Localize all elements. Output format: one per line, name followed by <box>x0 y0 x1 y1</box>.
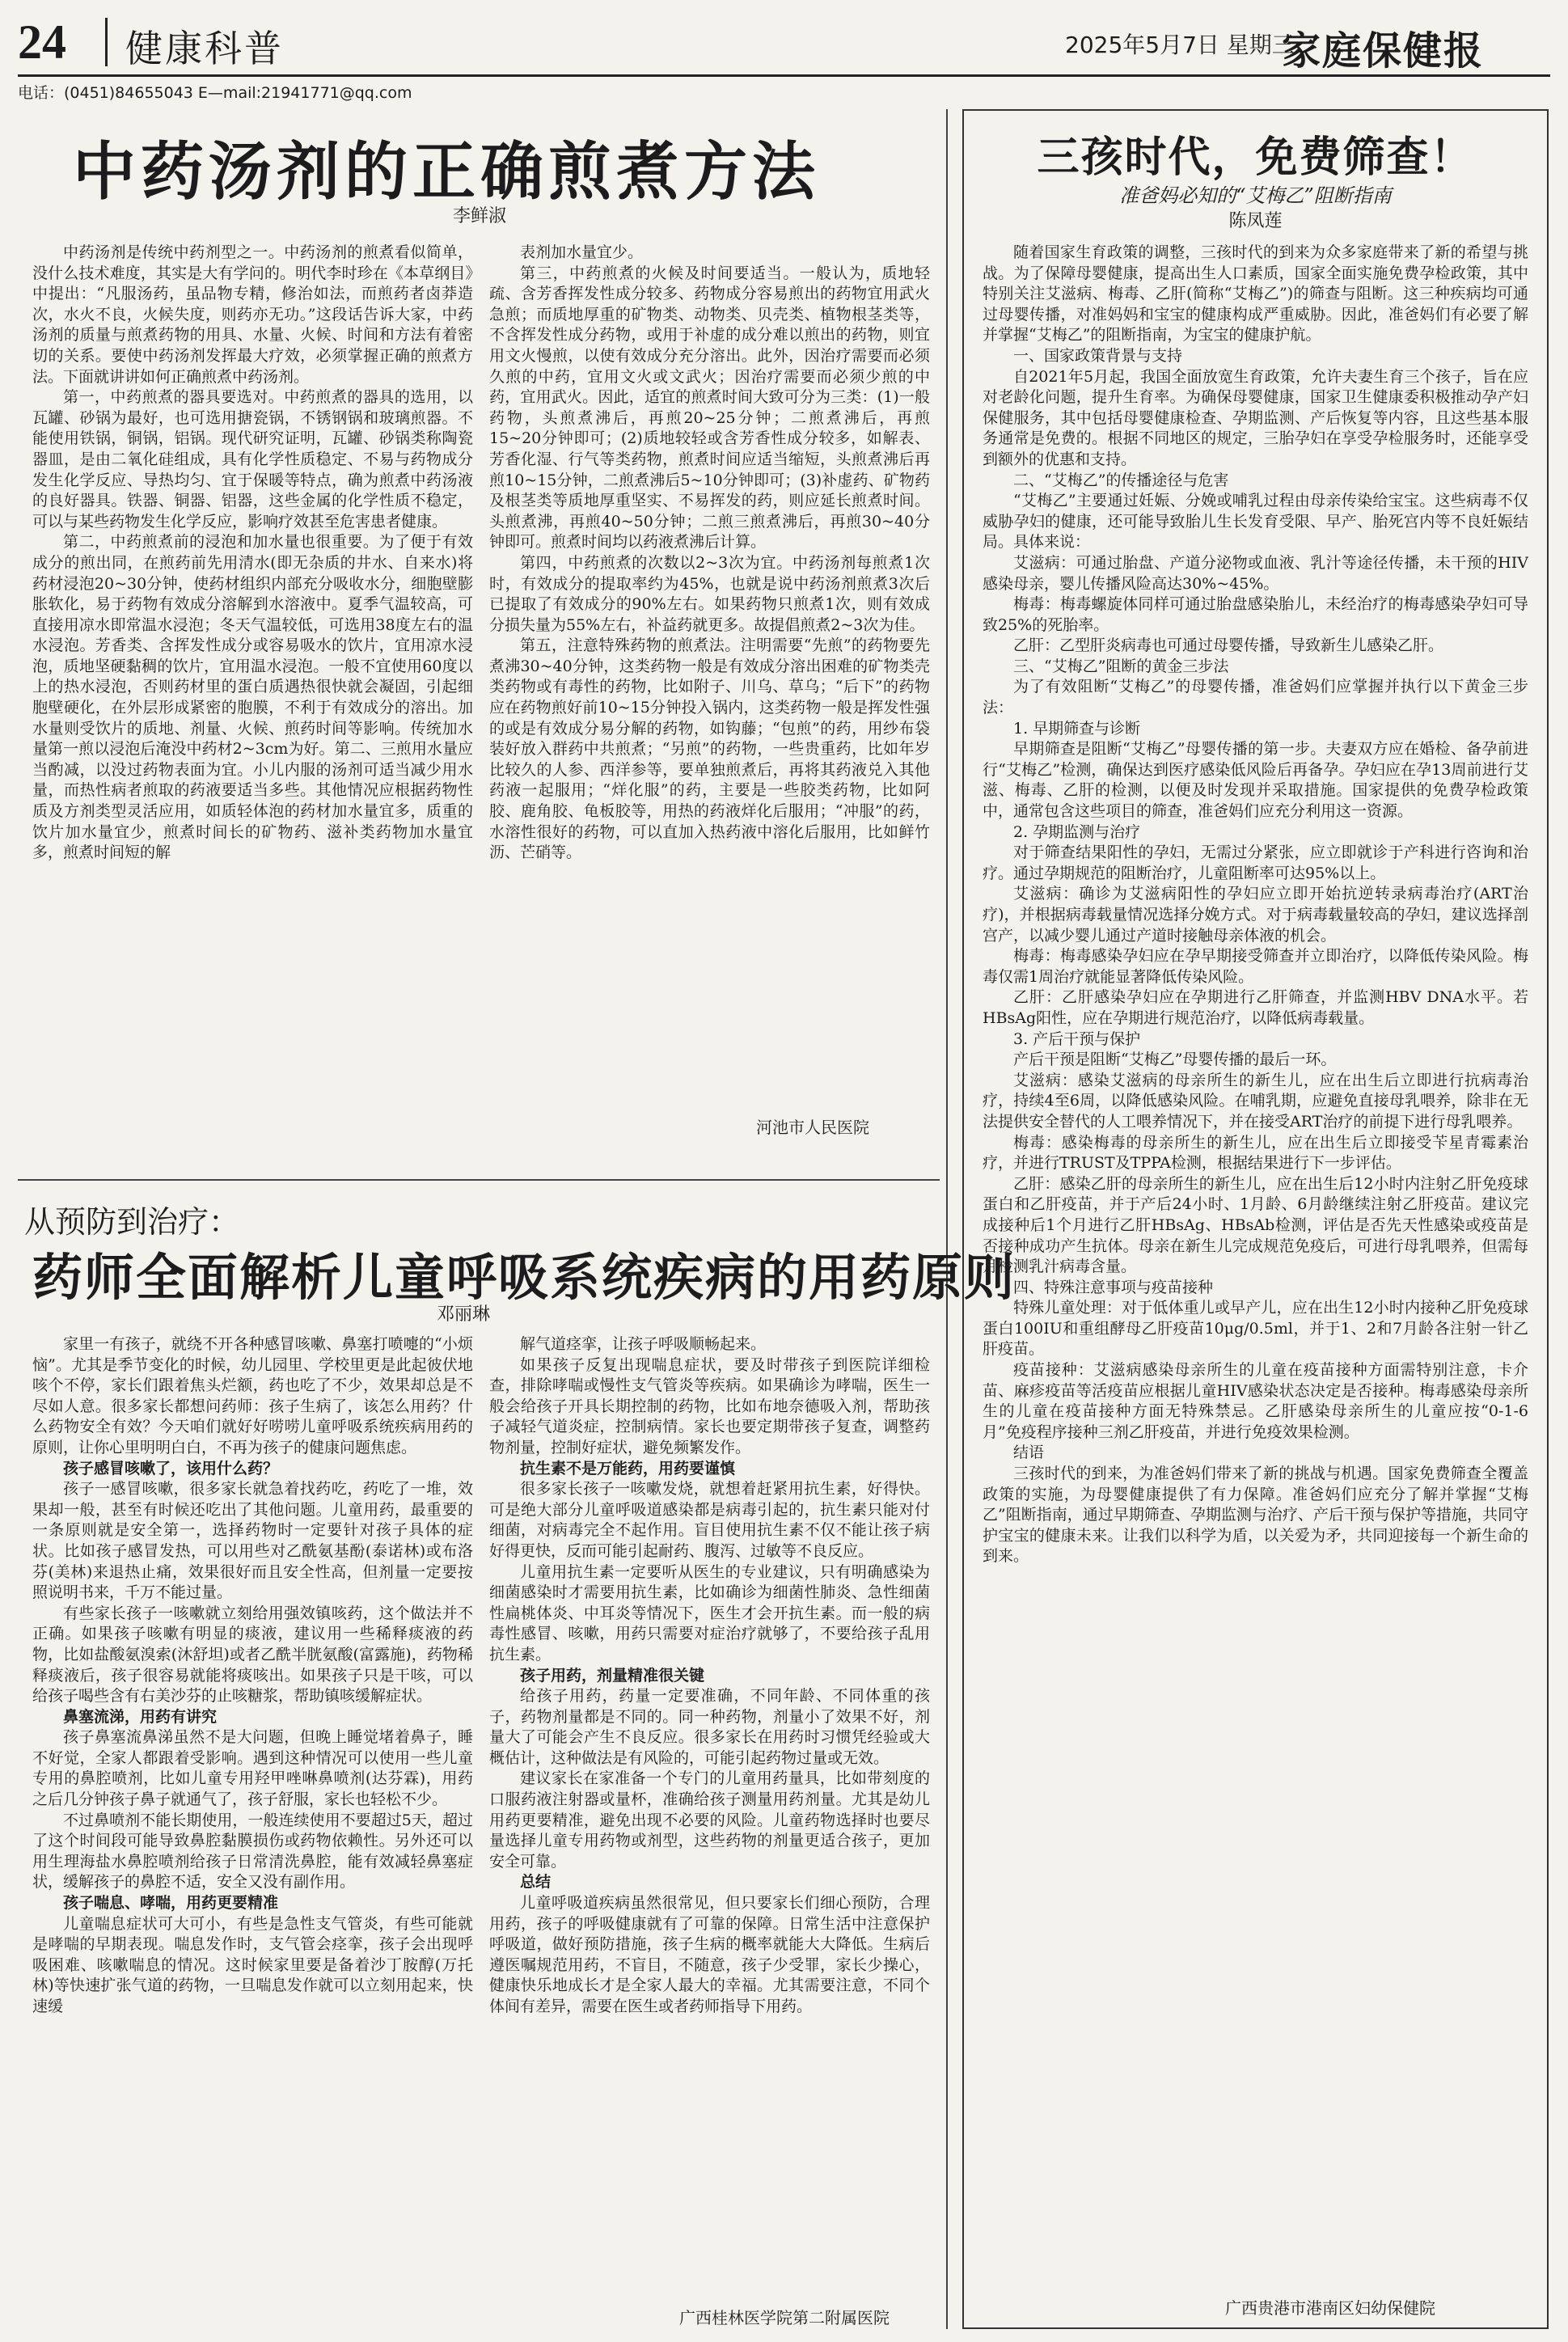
paragraph: 第四，中药煎煮的次数以2~3次为宜。中药汤剂每煎煮1次时，有效成分的提取率约为45%，也就是说中药汤剂煎煮3次后已提取了有效成分的90%左右。如果药物只煎煮1次，则有效成分损失量为55%左右，补益药就更多。故提倡煎煮2~3次为佳。 <box>489 553 930 634</box>
subheading: 抗生素不是万能药，用药要谨慎 <box>520 1459 736 1477</box>
paragraph: 产后干预是阻断“艾梅乙”母婴传播的最后一环。 <box>1013 1051 1337 1069</box>
subheading: 孩子感冒咳嗽了，该用什么药？ <box>63 1459 279 1477</box>
masthead-divider <box>105 18 108 66</box>
article1-col1 <box>32 243 473 1144</box>
article3-title: 三孩时代，免费筛查！ <box>1037 133 1474 182</box>
article2-author: 邓丽琳 <box>437 1304 491 1325</box>
contact-info: 电话：(0451)84655043 E—mail:21941771@qq.com <box>18 84 412 102</box>
article-divider <box>18 1179 940 1181</box>
paragraph: 孩子鼻塞流鼻涕虽然不是大问题，但晚上睡觉堵着鼻子，睡不好觉，全家人都跟着受影响。遇到这种情况可以使用一些儿童专用的鼻腔喷剂，比如儿童专用羟甲唑啉鼻喷剂(达芬霖)，用药之后几分钟孩子鼻子就通气了，孩子舒服，家长也轻松不少。 <box>32 1728 473 1809</box>
paragraph: 不过鼻喷剂不能长期使用，一般连续使用不要超过5天，超过了这个时间段可能导致鼻腔黏膜损伤或药物依赖性。另外还可以用生理海盐水鼻腔喷剂给孩子日常清洗鼻腔，能有效减轻鼻塞症状，缓解孩子的鼻腔不适，安全又没有副作用。 <box>32 1811 473 1892</box>
article2-org: 广西桂林医学院第二附属医院 <box>679 2308 890 2327</box>
paragraph: 第三，中药煎煮的火候及时间要适当。一般认为，质地轻疏、含芳香挥发性成分较多、药物成分容易煎出的药物宜用武火急煎；而质地厚重的矿物类、动物类、贝壳类、植物根茎类等，不含挥发性成分药物，或用于补虚的成分难以煎出的药物，则宜用文火慢煎，以使有效成分充分溶出。此外，因治疗需要而必须久煎的中药，宜用文火或文武火；因治疗需要而必须少煎的中药，宜用武火。因此，适宜的煎煮时间大致可分为三类：(1)一般药物，头煎煮沸后，再煎20~25分钟；二煎煮沸后，再煎15~20分钟即可；(2)质地较轻或含芳香性成分较多，如解表、芳香化湿、行气等类药物，煎煮时间应适当缩短，头煎煮沸后再煎10~15分钟，二煎煮沸后5~10分钟即可；(3)补虚药、矿物药及根茎类等质地厚重坚实、不易挥发的药，则应延长煎煮时间。头煎煮沸，再煎40~50分钟；二煎三煎煮沸后，再煎30~40分钟即可。煎煮时间均以药液煮沸后计算。 <box>489 264 930 552</box>
article1-title: 中药汤剂的正确煎煮方法 <box>73 135 821 209</box>
subheading: 鼻塞流涕，用药有讲究 <box>63 1707 218 1726</box>
article1-author: 李鲜淑 <box>453 206 507 226</box>
article3-subtitle: 准爸妈必知的“艾梅乙”阻断指南 <box>1119 184 1392 207</box>
section-title: 健康科普 <box>125 27 284 70</box>
article3-author: 陈凤莲 <box>1228 211 1283 231</box>
subheading: 孩子喘息、哮喘，用药更要精准 <box>63 1894 279 1913</box>
paragraph: 艾滋病：确诊为艾滋病阳性的孕妇应立即开始抗逆转录病毒治疗(ART治疗)，并根据病毒载量情况选择分娩方式。对于病毒载量较高的孕妇，建议选择剖宫产，以减少婴儿通过产道时接触母亲体液的机会。 <box>983 885 1528 945</box>
issue-date: 2025年5月7日 星期三 <box>1065 32 1295 58</box>
paragraph: 梅毒：梅毒螺旋体同样可通过胎盘感染胎儿，未经治疗的梅毒感染孕妇可导致25%的死胎率。 <box>983 595 1528 634</box>
subheading: 总结 <box>520 1873 552 1892</box>
paragraph: 自2021年5月起，我国全面放宽生育政策，允许夫妻生育三个孩子，旨在应对老龄化问题，提升生育率。为确保母婴健康，国家卫生健康委积极推动孕产妇保健服务，其中包括母婴健康检查、孕期监测、产后恢复等内容，且这些基本服务通常是免费的。根据不同地区的规定，三胎孕妇在享受孕检服务时，还能享受到额外的优惠和支持。 <box>983 367 1528 468</box>
paragraph: 表剂加水量宜少。 <box>520 243 644 261</box>
paragraph: 疫苗接种：艾滋病感染母亲所生的儿童在疫苗接种方面需特别注意，卡介苗、麻疹疫苗等活疫苗应根据儿童HIV感染状态决定是否接种。梅毒感染母亲所生的儿童在疫苗接种方面无特殊禁忌。乙肝感染母亲所生的儿童应按“0-1-6月”免疫程序接种三剂乙肝疫苗，并进行免疫效果检测。 <box>983 1361 1528 1441</box>
paragraph: 很多家长孩子一咳嗽发烧，就想着赶紧用抗生素，好得快。可是绝大部分儿童呼吸道感染都是病毒引起的，抗生素只能对付细菌，对病毒完全不起作用。盲目使用抗生素不仅不能让孩子病好得更快，反而可能引起耐药、腹泻、过敏等不良反应。 <box>489 1480 930 1560</box>
paragraph: 早期筛查是阻断“艾梅乙”母婴传播的第一步。夫妻双方应在婚检、备孕前进行“艾梅乙”检测，确保达到医疗感染低风险后再备孕。孕妇应在孕13周前进行艾滋、梅毒、乙肝的检测，以便及时发现并采取措施。国家提供的免费孕检政策中，通常包含这些项目的筛查，准爸妈们应充分利用这一资源。 <box>983 740 1528 821</box>
paragraph: 艾滋病：感染艾滋病的母亲所生的新生儿，应在出生后立即进行抗病毒治疗，持续4至6周，以降低感染风险。在哺乳期，应避免直接母乳喂养，除非在无法提供安全替代的人工喂养情况下，并在接受ART治疗的前提下进行母乳喂养。 <box>983 1071 1528 1131</box>
paragraph: 家里一有孩子，就绕不开各种感冒咳嗽、鼻塞打喷嚏的“小烦恼”。尤其是季节变化的时候，幼儿园里、学校里更是此起彼伏地咳个不停，家长们跟着焦头烂额，药也吃了不少，效果却总是不尽如人意。很多家长都想问药师：孩子生病了，该怎么用药？什么药物安全有效？今天咱们就好好唠唠儿童呼吸系统疾病用药的原则，让你心里明明白白，不再为孩子的健康问题焦虑。 <box>32 1335 473 1456</box>
subheading: 一、国家政策背景与支持 <box>1013 346 1183 365</box>
subheading: 二、“艾梅乙”的传播途径与危害 <box>1013 471 1229 489</box>
article2-col1 <box>32 1334 473 2327</box>
newspaper-brand: 家庭保健报 <box>1282 28 1485 74</box>
paragraph: 为了有效阻断“艾梅乙”的母婴传播，准爸妈们应掌握并执行以下黄金三步法： <box>983 678 1528 717</box>
subheading: 1. 早期筛查与诊断 <box>1013 719 1141 738</box>
article2-kicker: 从预防到治疗： <box>24 1204 240 1240</box>
masthead-rule <box>18 74 1550 77</box>
paragraph: 儿童用抗生素一定要听从医生的专业建议，只有明确感染为细菌感染时才需要用抗生素，比如确诊为细菌性肺炎、急性细菌性扁桃体炎、中耳炎等情况下，医生才会开抗生素。而一般的病毒性感冒、咳嗽，用药只需要对症治疗就够了，不要给孩子乱用抗生素。 <box>489 1562 930 1663</box>
paragraph: 给孩子用药，药量一定要准确，不同年龄、不同体重的孩子，药物剂量都是不同的。同一种药物，剂量小了效果不好，剂量大了可能会产生不良反应。很多家长在用药时习惯凭经验或大概估计，这种做法是有风险的，可能引起药物过量或无效。 <box>489 1687 930 1767</box>
paragraph: 特殊儿童处理：对于低体重儿或早产儿，应在出生12小时内接种乙肝免疫球蛋白100IU和重组酵母乙肝疫苗10μg/0.5ml，并于1、2和7月龄各注射一针乙肝疫苗。 <box>983 1299 1528 1359</box>
subheading: 孩子用药，剂量精准很关键 <box>520 1666 705 1685</box>
paragraph: 乙肝：感染乙肝的母亲所生的新生儿，应在出生后12小时内注射乙肝免疫球蛋白和乙肝疫苗，并于产后24小时、1月龄、6月龄继续注射乙肝疫苗。建议完成接种后1个月进行乙肝HBsAg、HBsAb检测，评估是否先天性感染或疫苗是否接种成功产生抗体。母亲在新生儿完成规范免疫后，可进行母乳喂养，但需每月检测乳汁病毒含量。 <box>983 1174 1528 1276</box>
article1-org: 河池市人民医院 <box>756 1118 869 1137</box>
paragraph: 三孩时代的到来，为准爸妈们带来了新的挑战与机遇。国家免费筛查全覆盖政策的实施，为母婴健康提供了有力保障。准爸妈们应充分了解并掌握“艾梅乙”阻断指南，通过早期筛查、孕期监测与治疗、产后干预与保护等措施，共同守护宝宝的健康未来。让我们以科学为盾，以关爱为矛，共同迎接每一个新生命的到来。 <box>983 1465 1528 1566</box>
paragraph: 对于筛查结果阳性的孕妇，无需过分紧张，应立即就诊于产科进行咨询和治疗。通过孕期规范的阻断治疗，儿童阻断率可达95%以上。 <box>983 843 1528 882</box>
paragraph: 如果孩子反复出现喘息症状，要及时带孩子到医院详细检查，排除哮喘或慢性支气管炎等疾病。如果确诊为哮喘，医生一般会给孩子开具长期控制的药物，比如布地奈德吸入剂，帮助孩子减轻气道炎症，控制病情。家长也要定期带孩子复查，调整药物剂量，控制好症状，避免频繁发作。 <box>489 1355 930 1456</box>
article3-body <box>983 243 1528 2289</box>
paragraph: 解气道痉挛，让孩子呼吸顺畅起来。 <box>520 1335 767 1353</box>
column-divider <box>946 109 948 2329</box>
paragraph: 梅毒：梅毒感染孕妇应在孕早期接受筛查并立即治疗，以降低传染风险。梅毒仅需1周治疗就能显著降低传染风险。 <box>983 947 1528 986</box>
subheading: 结语 <box>1013 1444 1045 1462</box>
subheading: 四、特殊注意事项与疫苗接种 <box>1013 1278 1214 1296</box>
paragraph: “艾梅乙”主要通过妊娠、分娩或哺乳过程由母亲传染给宝宝。这些病毒不仅威胁孕妇的健康，还可能导致胎儿生长发育受限、早产、胎死宫内等不良妊娠结局。具体来说： <box>983 492 1528 552</box>
paragraph: 建议家长在家准备一个专门的儿童用药量具，比如带刻度的口服药液注射器或量杯，准确给孩子测量用药剂量。尤其是幼儿用药更要精准，避免出现不必要的风险。儿童药物选择时也要尽量选择儿童专用药物或剂型，这些药物的剂量更适合孩子，更加安全可靠。 <box>489 1769 930 1871</box>
subheading: 3. 产后干预与保护 <box>1013 1029 1141 1048</box>
article1-col2 <box>489 243 930 1108</box>
article2-col2 <box>489 1334 930 2301</box>
subheading: 三、“艾梅乙”阻断的黄金三步法 <box>1013 657 1229 675</box>
paragraph: 儿童呼吸道疾病虽然很常见，但只要家长们细心预防，合理用药，孩子的呼吸健康就有了可靠的保障。日常生活中注意保护呼吸道，做好预防措施，孩子生病的概率就能大大降低。生病后遵医嘱规范用药，不盲目，不随意，孩子少受罪，家长少操心，健康快乐地成长才是全家人最大的幸福。尤其需要注意，不同个体间有差异，需要在医生或者药师指导下用药。 <box>489 1894 930 2015</box>
paragraph: 中药汤剂是传统中药剂型之一。中药汤剂的煎煮看似简单，没什么技术难度，其实是大有学问的。明代李时珍在《本草纲目》中提出：“凡服汤药，虽品物专精，修治如法，而煎药者卤莽造次，水火不良，火候失度，则药亦无功。”这段话告诉大家，中药汤剂的质量与煎煮药物的用具、水量、火候、时间和方法有着密切的关系。要使中药汤剂发挥最大疗效，必须掌握正确的煎煮方法。下面就讲讲如何正确煎煮中药汤剂。 <box>32 243 473 386</box>
paragraph: 梅毒：感染梅毒的母亲所生的新生儿，应在出生后立即接受苄星青霉素治疗，并进行TRUST及TPPA检测，根据结果进行下一步评估。 <box>983 1133 1528 1173</box>
paragraph: 乙肝：乙型肝炎病毒也可通过母婴传播，导致新生儿感染乙肝。 <box>1013 636 1444 655</box>
page-number: 24 <box>18 15 66 69</box>
paragraph: 随着国家生育政策的调整，三孩时代的到来为众多家庭带来了新的希望与挑战。为了保障母婴健康，提高出生人口素质，国家全面实施免费孕检政策，其中特别关注艾滋病、梅毒、乙肝(简称“艾梅乙”)的筛查与阻断。这三种疾病均可通过母婴传播，对准妈妈和宝宝的健康构成严重威胁。因此，准爸妈们有必要了解并掌握“艾梅乙”的阻断指南，为宝宝的健康护航。 <box>983 243 1528 345</box>
article3-org: 广西贵港市港南区妇幼保健院 <box>1225 2298 1435 2318</box>
paragraph: 第二，中药煎煮前的浸泡和加水量也很重要。为了便于有效成分的煎出同，在煎药前先用清水(即无杂质的井水、自来水)将药材浸泡20~30分钟，使药材组织内部充分吸收水分，细胞壁膨胀软化，易于药物有效成分溶解到水溶液中。夏季气温较高，可直接用凉水即常温水浸泡；冬天气温较低，可选用38度左右的温水浸泡。芳香类、含挥发性成分或容易吸水的饮片，宜用凉水浸泡，质地坚硬黏稠的饮片，宜用温水浸泡。一般不宜使用60度以上的热水浸泡，否则药材里的蛋白质遇热很快就会凝固，引起细胞壁硬化，在外层形成紧密的胞膜，不利于有效成分的溶出。加水量则受饮片的质地、剂量、火候、煎药时间等影响。传统加水量第一煎以浸泡后淹没中药材2~3cm为好。第二、三煎用水量应当酌减，以没过药物表面为宜。小儿内服的汤剂可适当减少用水量，而热性病者煎取的药液要适当多些。其他情况应根据药物性质及方剂类型灵活应用，如质轻体泡的药材加水量宜多，质重的饮片加水量宜少，煎煮时间长的矿物药、滋补类药物加水量宜多，煎煮时间短的解 <box>32 533 473 862</box>
paragraph: 孩子一感冒咳嗽，很多家长就急着找药吃，药吃了一堆，效果却一般，甚至有时候还吃出了其他问题。儿童用药，最重要的一条原则就是安全第一，选择药物时一定要针对孩子具体的症状。比如孩子感冒发热，可以用些对乙酰氨基酚(泰诺林)或布洛芬(美林)来退热止痛，效果很好而且安全性高，但剂量一定要按照说明书来，千万不能过量。 <box>32 1480 473 1602</box>
paragraph: 第一，中药煎煮的器具要选对。中药煎煮的器具的选用，以瓦罐、砂锅为最好，也可选用搪瓷锅，不锈钢锅和玻璃煎器。不能使用铁锅，铜锅，铝锅。现代研究证明，瓦罐、砂锅类称陶瓷器皿，是由二氧化硅组成，具有化学性质稳定、不易与药物成分发生化学反应、导热均匀、宜于保暖等特点，确为煎煮中药汤液的良好器具。铁器、铜器、铝器，这些金属的化学性质不稳定，可以与某些药物发生化学反应，影响疗效甚至危害患者健康。 <box>32 388 473 531</box>
article2-title: 药师全面解析儿童呼吸系统疾病的用药原则 <box>32 1248 1016 1307</box>
paragraph: 第五，注意特殊药物的煎煮法。注明需要“先煎”的药物要先煮沸30~40分钟，这类药物一般是有效成分溶出困难的矿物类壳类药物或有毒性的药物，比如附子、川乌、草乌；“后下”的药物应在药物煎好前10~15分钟投入锅内，这类药物一般是挥发性强的或是有效成分易分解的药物，如钩藤；“包煎”的药，用纱布袋装好放入群药中共煎煮；“另煎”的药物，一些贵重药，比如年岁比较久的人参、西洋参等，要单独煎煮后，再将其药液兑入其他药液一起服用；“烊化服”的药，主要是一些胶类药物，比如阿胶、鹿角胶、龟板胶等，用热的药液烊化后服用；“冲服”的药，水溶性很好的药物，可以直加入热药液中溶化后服用，比如鲜竹沥、芒硝等。 <box>489 636 930 862</box>
paragraph: 有些家长孩子一咳嗽就立刻给用强效镇咳药，这个做法并不正确。如果孩子咳嗽有明显的痰液，建议用一些稀释痰液的药物，比如盐酸氨溴索(沐舒坦)或者乙酰半胱氨酸(富露施)，药物稀释痰液后，孩子很容易就能将痰咳出。如果孩子只是干咳，可以给孩子喝些含有右美沙芬的止咳糖浆，帮助镇咳缓解症状。 <box>32 1604 473 1706</box>
paragraph: 乙肝：乙肝感染孕妇应在孕期进行乙肝筛查，并监测HBV DNA水平。若HBsAg阳性，应在孕期进行规范治疗，以降低病毒载量。 <box>983 988 1528 1027</box>
paragraph: 儿童喘息症状可大可小，有些是急性支气管炎，有些可能就是哮喘的早期表现。喘息发作时，支气管会痉挛，孩子会出现呼吸困难、咳嗽喘息的情况。这时候家里要是备着沙丁胺醇(万托林)等快速扩张气道的药物，一旦喘息发作就可以立刻用起来，快速缓 <box>32 1914 473 2015</box>
paragraph: 艾滋病：可通过胎盘、产道分泌物或血液、乳汁等途径传播，未干预的HIV感染母亲，婴儿传播风险高达30%~45%。 <box>983 553 1528 593</box>
subheading: 2. 孕期监测与治疗 <box>1013 822 1141 841</box>
